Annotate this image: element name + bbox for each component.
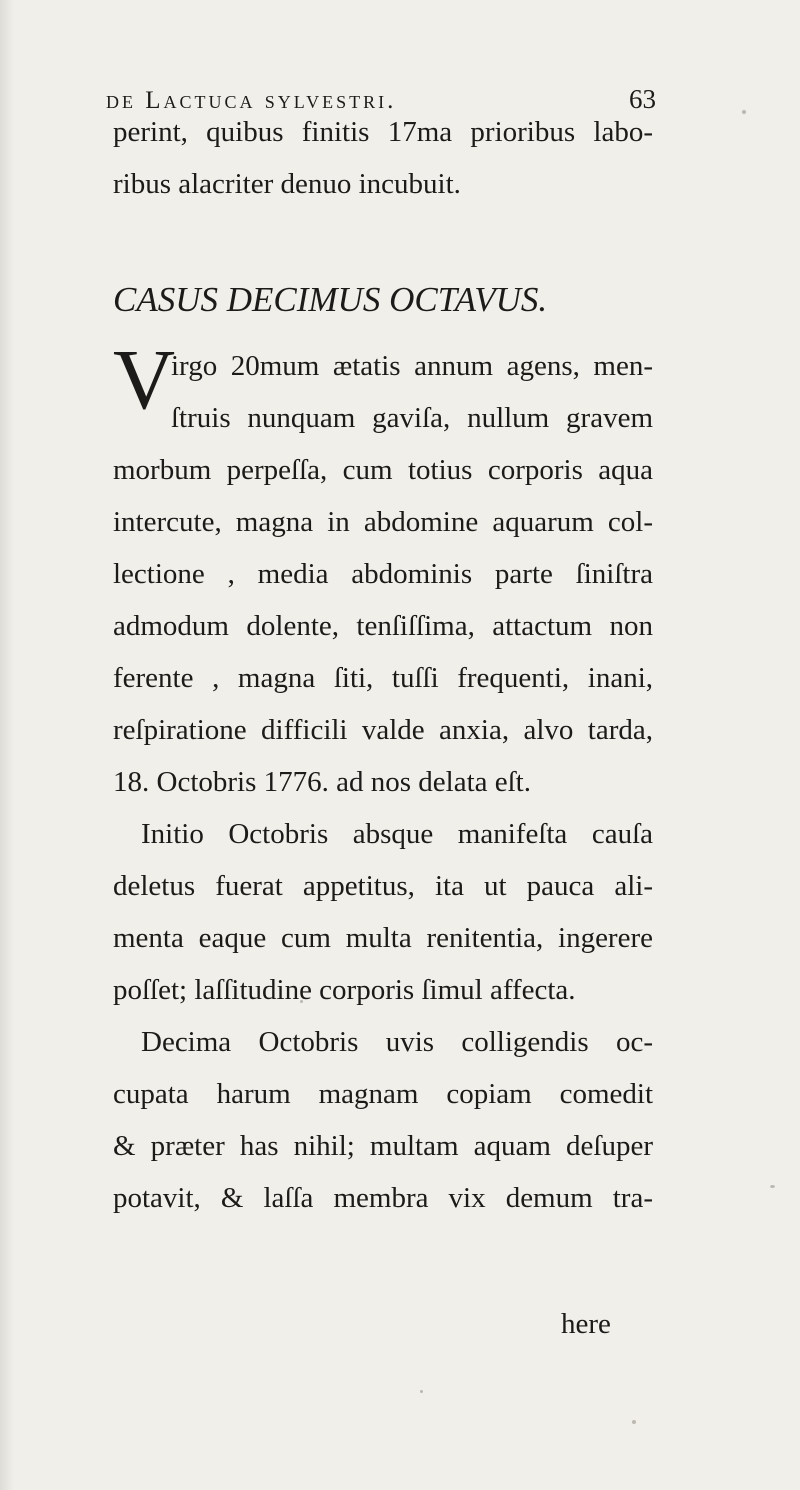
paper-speck	[300, 1000, 303, 1003]
text-line: lectione , media abdominis parte ſiniſtra	[113, 558, 653, 590]
text-line: potavit, & laſſa membra vix demum tra-	[113, 1182, 653, 1214]
paragraph-2	[113, 340, 653, 1224]
text-line: Decima Octobris uvis colligendis oc-	[141, 1026, 653, 1058]
text-line: cupata harum magnam copiam comedit	[113, 1078, 653, 1110]
text-line: perint, quibus finitis 17ma prioribus labo-	[113, 116, 653, 148]
text-line: poſſet; laſſitudine corporis ſimul affecta.	[113, 974, 576, 1006]
text-line: irgo 20mum ætatis annum agens, men-	[171, 350, 653, 382]
text-line: ferente , magna ſiti, tuſſi frequenti, inani,	[113, 662, 653, 694]
text-line: menta eaque cum multa renitentia, ingerere	[113, 922, 653, 954]
case-heading: CASUS DECIMUS OCTAVUS.	[113, 280, 548, 319]
text-line: morbum perpeſſa, cum totius corporis aqua	[113, 454, 653, 486]
text-line: reſpiratione difficili valde anxia, alvo tarda,	[113, 714, 653, 746]
text-line: deletus fuerat appetitus, ita ut pauca ali-	[113, 870, 653, 902]
text-line: & præter has nihil; multam aquam deſuper	[113, 1130, 653, 1162]
running-head-title: de Lactuca sylvestri.	[106, 87, 397, 114]
text-line: admodum dolente, tenſiſſima, attactum non	[113, 610, 653, 642]
paper-speck	[742, 110, 746, 114]
drop-cap: V	[113, 331, 176, 427]
text-line: ſtruis nunquam gaviſa, nullum gravem	[171, 402, 653, 434]
catchword: here	[561, 1308, 611, 1340]
text-line: ribus alacriter denuo incubuit.	[113, 168, 461, 200]
page-edge-shadow	[0, 0, 14, 1490]
text-line: 18. Octobris 1776. ad nos delata eſt.	[113, 766, 531, 798]
paper-speck	[770, 1185, 775, 1188]
text-line: Initio Octobris absque manifeſta cauſa	[141, 818, 653, 850]
paper-speck	[420, 1390, 423, 1393]
paragraph-1	[113, 106, 653, 210]
text-line: intercute, magna in abdomine aquarum col-	[113, 506, 653, 538]
page-number: 63	[629, 84, 656, 114]
paper-speck	[632, 1420, 636, 1424]
